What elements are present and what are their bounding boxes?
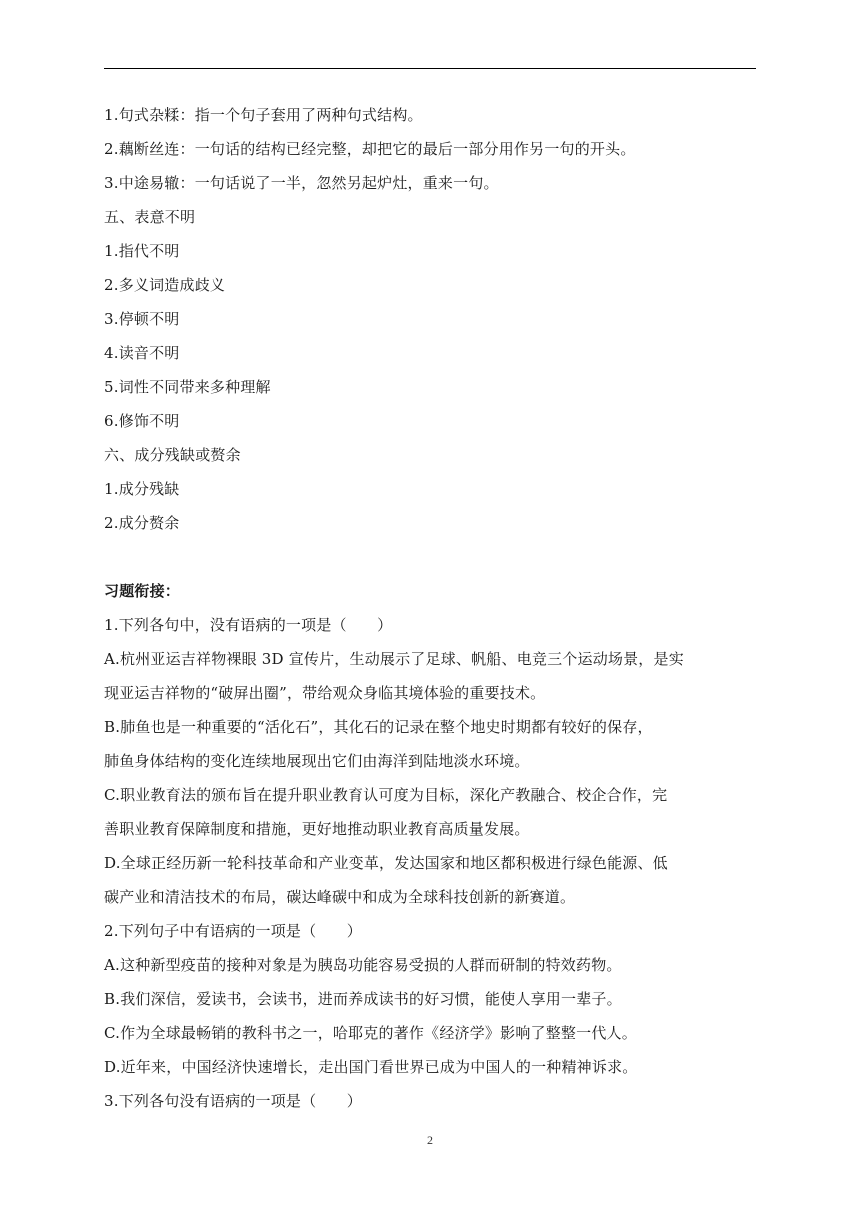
spacer: [104, 540, 760, 574]
question-2-stem: 2.下列句子中有语病的一项是（ ）: [104, 922, 362, 940]
question-1-option-a: A.杭州亚运吉祥物裸眼 3D 宣传片，生动展示了足球、帆船、电竞三个运动场景，是实: [104, 650, 684, 668]
question-1-option-d-cont: 碳产业和清洁技术的布局，碳达峰碳中和成为全球科技创新的新赛道。: [104, 888, 576, 906]
list-item: 2.多义词造成歧义: [104, 276, 226, 294]
list-item: 3.停顿不明: [104, 310, 180, 328]
list-item: 3.中途易辙：一句话说了一半，忽然另起炉灶，重来一句。: [104, 174, 499, 192]
exercises-heading: 习题衔接：: [104, 582, 181, 600]
question-2-option-a: A.这种新型疫苗的接种对象是为胰岛功能容易受损的人群而研制的特效药物。: [104, 956, 622, 974]
list-item: 4.读音不明: [104, 344, 180, 362]
question-2-option-b: B.我们深信，爱读书，会读书，进而养成读书的好习惯，能使人享用一辈子。: [104, 990, 622, 1008]
question-1-option-c: C.职业教育法的颁布旨在提升职业教育认可度为目标，深化产教融合、校企合作，完: [104, 786, 668, 804]
list-item: 2.成分赘余: [104, 514, 180, 532]
list-item: 1.成分残缺: [104, 480, 180, 498]
question-1-stem: 1.下列各句中，没有语病的一项是（ ）: [104, 616, 393, 634]
header-rule: [104, 68, 756, 69]
page-number: 2: [427, 1133, 433, 1147]
question-1-option-a-cont: 现亚运吉祥物的“破屏出圈”，带给观众身临其境体验的重要技术。: [104, 684, 546, 702]
list-item: 1.指代不明: [104, 242, 180, 260]
list-item: 5.词性不同带来多种理解: [104, 378, 271, 396]
question-3-stem: 3.下列各句没有语病的一项是（ ）: [104, 1092, 362, 1110]
question-1-option-b-cont: 肺鱼身体结构的变化连续地展现出它们由海洋到陆地淡水环境。: [104, 752, 530, 770]
section-heading-missing: 六、成分残缺或赘余: [104, 446, 241, 464]
list-item: 6.修饰不明: [104, 412, 180, 430]
page-content: [104, 98, 760, 1118]
list-item: 2.藕断丝连：一句话的结构已经完整，却把它的最后一部分用作另一句的开头。: [104, 140, 636, 158]
question-1-option-d: D.全球正经历新一轮科技革命和产业变革，发达国家和地区都积极进行绿色能源、低: [104, 854, 668, 872]
section-heading-unclear: 五、表意不明: [104, 208, 196, 226]
question-1-option-b: B.肺鱼也是一种重要的“活化石”，其化石的记录在整个地史时期都有较好的保存，: [104, 718, 653, 736]
question-2-option-d: D.近年来，中国经济快速增长，走出国门看世界已成为中国人的一种精神诉求。: [104, 1058, 638, 1076]
list-item: 1.句式杂糅：指一个句子套用了两种句式结构。: [104, 106, 423, 124]
question-2-option-c: C.作为全球最畅销的教科书之一，哈耶克的著作《经济学》影响了整整一代人。: [104, 1024, 637, 1042]
question-1-option-c-cont: 善职业教育保障制度和措施，更好地推动职业教育高质量发展。: [104, 820, 530, 838]
